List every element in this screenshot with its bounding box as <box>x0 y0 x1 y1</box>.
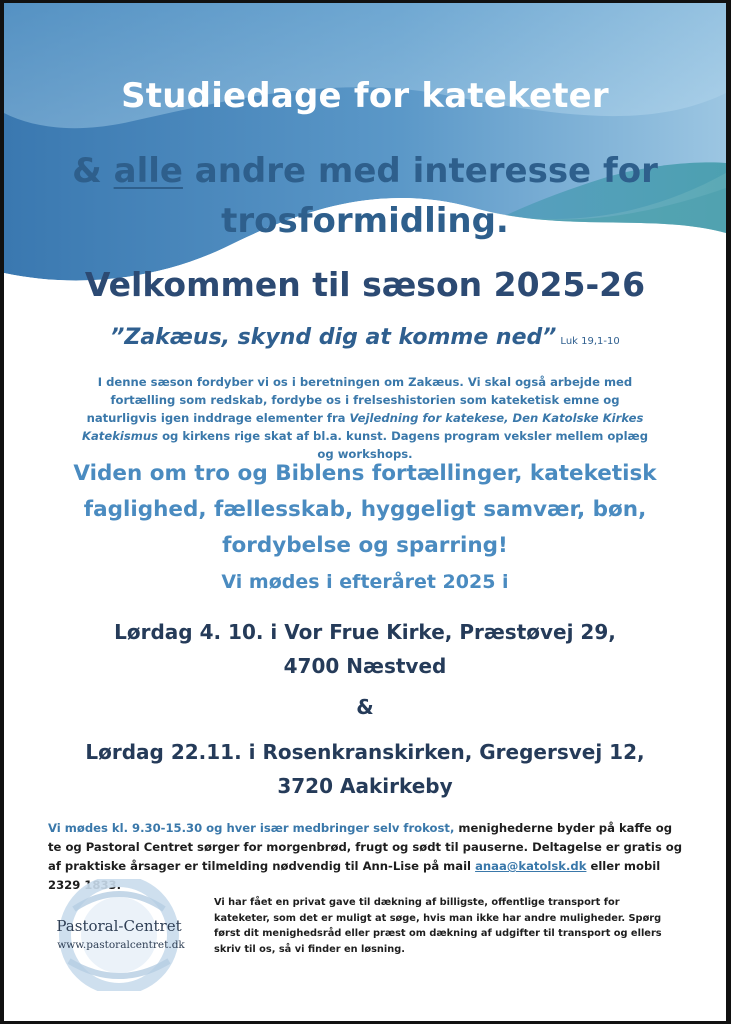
practical-text2: eller mobil 2329 1833. <box>48 859 661 892</box>
quote-reference: Luk 19,1-10 <box>560 336 620 347</box>
quote-text: ”Zakæus, skynd dig at komme ned” <box>110 325 557 350</box>
meeting-heading: Vi mødes i efteråret 2025 i <box>221 571 509 593</box>
theme-quote <box>4 325 726 350</box>
welcome-heading: Velkommen til sæson 2025-26 <box>84 265 646 304</box>
date-first: Lørdag 4. 10. i Vor Frue Kirke, Præstøvej 29, 4700 Næstved <box>114 620 616 678</box>
flyer-page <box>4 3 726 1021</box>
practical-time: Vi mødes kl. 9.30-15.30 og hver især medbringer selv frokost, <box>48 821 455 835</box>
logo-url: www.pastoralcentret.dk <box>57 939 185 951</box>
date-ampersand: & <box>356 695 374 719</box>
transport-note: Vi har fået en privat gave til dækning af billigste, offentlige transport for kateketer, som det er muligt at søge, hvis man ikke har andre muligheder. Spørg først dit menighedsråd eller præst om dækning af udgifter til transport og ellers skriv til os, så vi finder en løsning. <box>214 897 662 955</box>
practical-text1: menighederne byder på kaffe og te og Pastoral Centret sørger for morgenbrød, frugt og sødt til pauserne. Deltagelse er gratis og af praktiske årsager er tilmelding nødvendig til Ann-Lise på mail <box>48 821 683 873</box>
subtitle-ampersand: & <box>72 151 114 191</box>
logo-seal-inner <box>81 897 157 973</box>
subtitle-rest: andre med interesse for <box>182 151 658 191</box>
page-subtitle <box>4 146 726 246</box>
subtitle-line3: trosformidling. <box>221 201 509 241</box>
intro-part1: I denne sæson fordyber vi os i beretningen om Zakæus. Vi skal også arbejde med fortælling som redskab, fordybe os i frelseshistorien som kateketisk emne og naturligvis igen inddrage elementer fra <box>86 375 633 425</box>
lead-text: Viden om tro og Biblens fortællinger, kateketisk faglighed, fællesskab, hyggeligt samvær, bøn, fordybelse og sparring! <box>73 461 657 558</box>
intro-italic-titles: Vejledning for katekese, Den Katolske Kirkes Katekismus <box>82 411 644 443</box>
page-title: Studiedage for kateketer <box>121 76 609 116</box>
date-second: Lørdag 22.11. i Rosenkranskirken, Gregersvej 12, 3720 Aakirkeby <box>85 740 645 798</box>
logo-name: Pastoral-Centret <box>56 917 182 935</box>
subtitle-underlined-word: alle <box>113 151 183 191</box>
pastoral-centret-logo <box>44 879 194 991</box>
email-link[interactable]: anaa@katolsk.dk <box>475 859 587 873</box>
intro-part2: og kirkens rige skat af bl.a. kunst. Dagens program veksler mellem oplæg og workshops. <box>158 429 649 461</box>
intro-paragraph <box>82 373 648 463</box>
